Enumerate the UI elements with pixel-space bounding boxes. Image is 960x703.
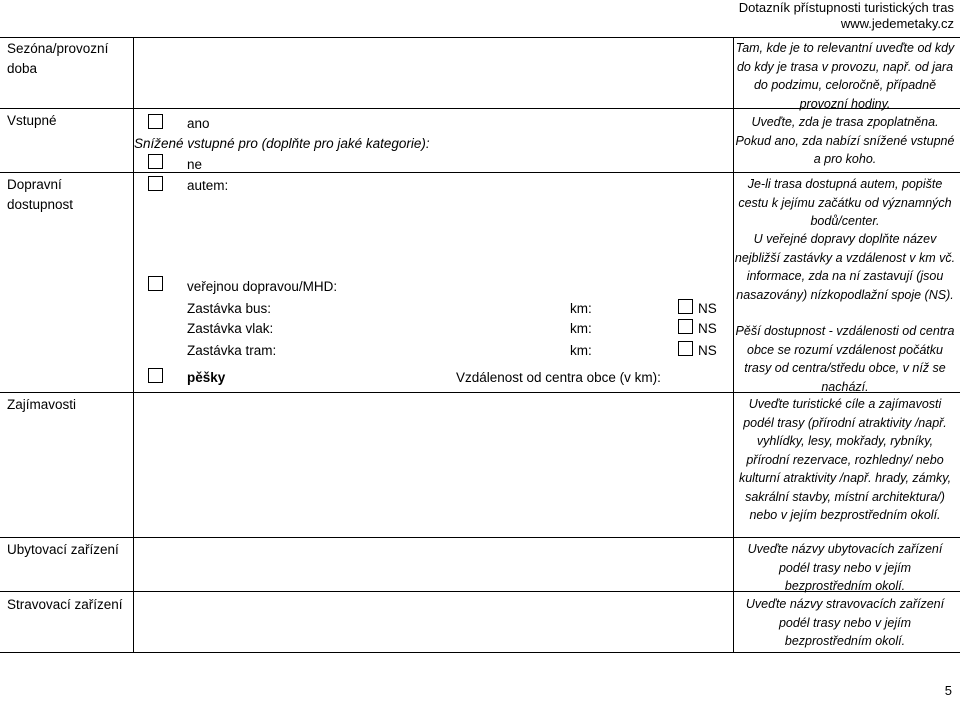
- distance-label: Vzdálenost od centra obce (v km):: [456, 370, 661, 385]
- bus-km-label: km:: [570, 301, 592, 316]
- car-checkbox[interactable]: [148, 176, 163, 191]
- train-ns-label: NS: [698, 321, 717, 336]
- entry-note: Uveďte, zda je trasa zpoplatněna. Pokud ano, zda nabízí snížené vstupné a pro koho.: [735, 115, 955, 166]
- accommodation-note: Uveďte názvy ubytovacích zařízení podél trasy nebo v jejím bezprostředním okolí.: [747, 542, 943, 593]
- entry-reduced-option: Snížené vstupné pro (doplňte pro jaké kategorie):: [134, 136, 430, 151]
- bus-stop-label: Zastávka bus:: [187, 301, 272, 316]
- entry-no-option: ne: [187, 157, 203, 172]
- row-divider: [0, 172, 960, 173]
- transport-walk-note: Pěší dostupnost - vzdálenosti od centra obce se rozumí vzdálenost počátku trasy od centra/středu obce, v níž se nachází.: [735, 324, 955, 394]
- row-divider: [0, 537, 960, 538]
- season-label: Sezóna/provozní doba: [7, 41, 109, 76]
- column-divider-1: [133, 37, 134, 652]
- train-stop-label: Zastávka vlak:: [187, 321, 274, 336]
- train-ns-checkbox[interactable]: [678, 319, 693, 334]
- walk-option: pěšky: [187, 370, 226, 385]
- transport-car-note: Je-li trasa dostupná autem, popište cestu k jejímu začátku od významných bodů/center.: [738, 177, 952, 228]
- transport-label: Dopravní dostupnost: [7, 177, 74, 212]
- attractions-note: Uveďte turistické cíle a zajímavosti podél trasy (přírodní atraktivity /např. vyhlídky, lesy, mokřady, rybníky, přírodní rezervace, rozhledny/ nebo kulturní atraktivity /např. hrady, zámky, sakrální stavby, místní architektura/) nebo v jejím bezprostředním okolí.: [738, 397, 952, 522]
- bus-ns-checkbox[interactable]: [678, 299, 693, 314]
- walk-checkbox[interactable]: [148, 368, 163, 383]
- season-note: Tam, kde je to relevantní uveďte od kdy do kdy je trasa v provozu, např. od jara do podzimu, celoročně, případně provozní hodiny.: [735, 41, 955, 111]
- tram-ns-checkbox[interactable]: [678, 341, 693, 356]
- tram-stop-label: Zastávka tram:: [187, 343, 277, 358]
- catering-label: Stravovací zařízení: [7, 597, 123, 612]
- accommodation-label: Ubytovací zařízení: [7, 542, 119, 557]
- header-title: Dotazník přístupnosti turistických tras: [738, 0, 954, 15]
- public-transport-checkbox[interactable]: [148, 276, 163, 291]
- entry-no-checkbox[interactable]: [148, 154, 163, 169]
- tram-km-label: km:: [570, 343, 592, 358]
- entry-label: Vstupné: [7, 113, 57, 128]
- tram-ns-label: NS: [698, 343, 717, 358]
- page-header: [739, 0, 954, 32]
- catering-note: Uveďte názvy stravovacích zařízení podél trasy nebo v jejím bezprostředním okolí.: [745, 597, 945, 648]
- bus-ns-label: NS: [698, 301, 717, 316]
- attractions-label: Zajímavosti: [7, 397, 77, 412]
- transport-public-note: U veřejné dopravy doplňte název nejbližší zastávky a vzdálenost v km vč. informace, zda na ní zastavují (jsou nasazovány) nízkopodlažní spoje (NS).: [734, 232, 956, 302]
- car-option: autem:: [187, 178, 229, 193]
- train-km-label: km:: [570, 321, 592, 336]
- header-url: www.jedemetaky.cz: [840, 16, 954, 31]
- page-number: 5: [944, 683, 952, 698]
- public-transport-option: veřejnou dopravou/MHD:: [187, 279, 338, 294]
- entry-yes-checkbox[interactable]: [148, 114, 163, 129]
- entry-yes-option: ano: [187, 116, 210, 131]
